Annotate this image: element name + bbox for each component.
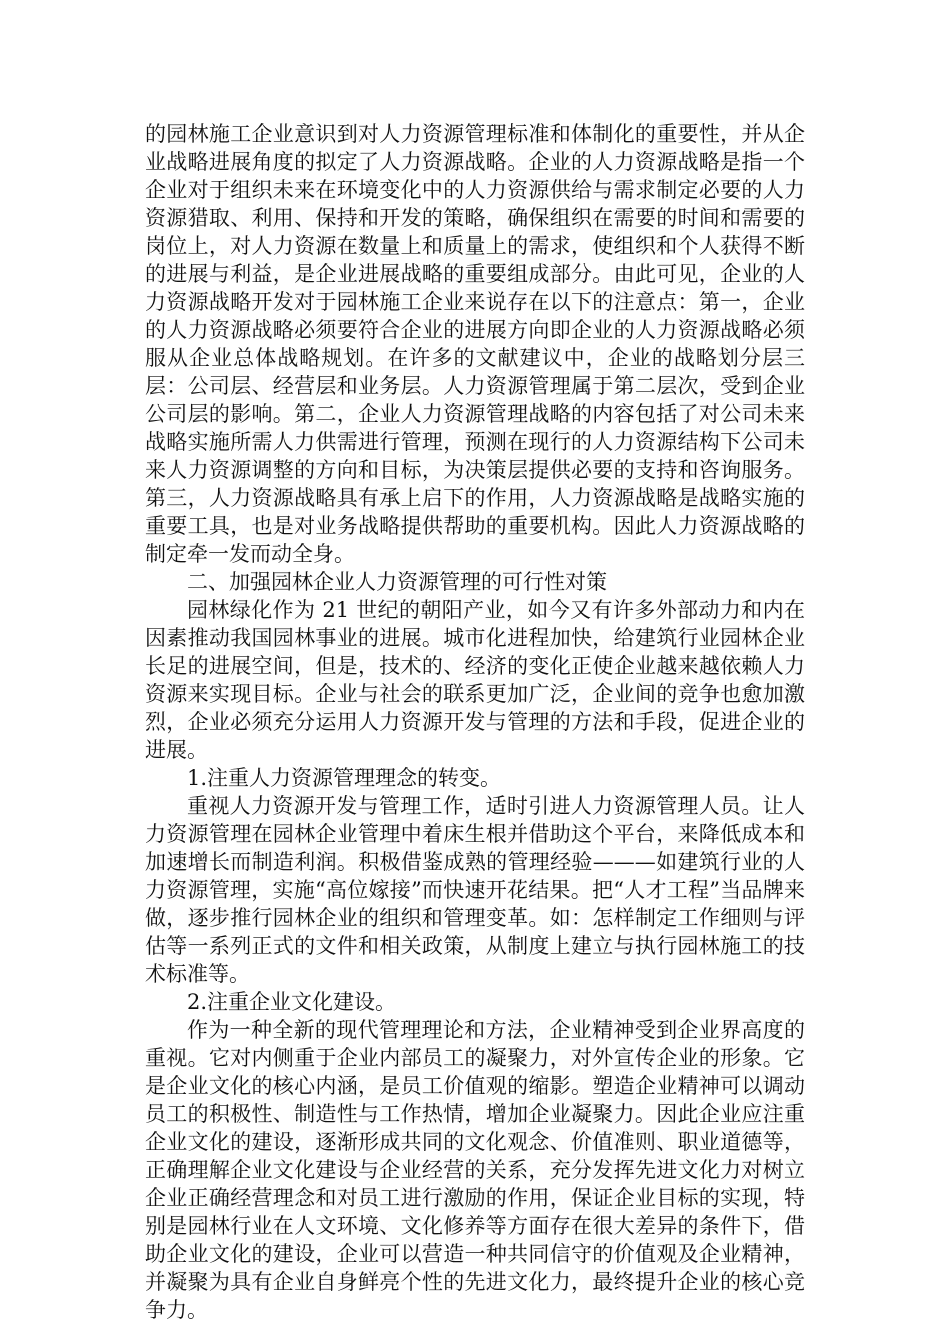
paragraph-hr-strategy-continuation: 的园林施工企业意识到对人力资源管理标准和体制化的重要性，并从企业战略进展角度的拟定了人力资源战略。企业的人力资源战略是指一个企业对于组织未来在环境变化中的人力资源供给与需求制定必要的人力资源猎取、利用、保持和开发的策略，确保组织在需要的时间和需要的岗位上，对人力资源在数量上和质量上的需求，使组织和个人获得不断的进展与利益，是企业进展战略的重要组成部分。由此可见，企业的人力资源战略开发对于园林施工企业来说存在以下的注意点：第一，企业的人力资源战略必须要符合企业的进展方向即企业的人力资源战略必须服从企业总体战略规划。在许多的文献建议中，企业的战略划分层三层：公司层、经营层和业务层。人力资源管理属于第二层次，受到企业公司层的影响。第二，企业人力资源管理战略的内容包括了对公司未来战略实施所需人力供需进行管理，预测在现行的人力资源结构下公司未来人力资源调整的方向和目标，为决策层提供必要的支持和咨询服务。第三，人力资源战略具有承上启下的作用，人力资源战略是战略实施的重要工具，也是对业务战略提供帮助的重要机构。因此人力资源战略的制定牵一发而动全身。 — [145, 122, 805, 566]
subheading-corporate-culture: 2.注重企业文化建设。 — [187, 990, 397, 1014]
paragraph-landscaping-industry: 园林绿化作为 21 世纪的朝阳产业，如今又有许多外部动力和内在因素推动我国园林事业的进展。城市化进程加快，给建筑行业园林企业长足的进展空间，但是，技术的、经济的变化正使企业越来越依赖人力资源来实现目标。企业与社会的联系更加广泛，企业间的竞争也愈加激烈，企业必须充分运用人力资源开发与管理的方法和手段，促进企业的进展。 — [145, 598, 805, 762]
paragraph-management-concept: 重视人力资源开发与管理工作，适时引进人力资源管理人员。让人力资源管理在园林企业管理中着床生根并借助这个平台，来降低成本和加速增长而制造利润。积极借鉴成熟的管理经验———如建筑行业的人力资源管理，实施“高位嫁接”而快速开花结果。把“人才工程”当品牌来做，逐步推行园林企业的组织和管理变革。如：怎样制定工作细则与评估等一系列正式的文件和相关政策，从制度上建立与执行园林施工的技术标准等。 — [145, 794, 805, 986]
document-page — [145, 120, 805, 1324]
section-heading-feasibility-measures: 二、加强园林企业人力资源管理的可行性对策 — [187, 570, 607, 594]
subheading-management-concept: 1.注重人力资源管理理念的转变。 — [187, 766, 502, 790]
paragraph-corporate-culture: 作为一种全新的现代管理理论和方法，企业精神受到企业界高度的重视。它对内侧重于企业内部员工的凝聚力，对外宣传企业的形象。它是企业文化的核心内涵，是员工价值观的缩影。塑造企业精神可以调动员工的积极性、制造性与工作热情，增加企业凝聚力。因此企业应注重企业文化的建设，逐渐形成共同的文化观念、价值准则、职业道德等，正确理解企业文化建设与企业经营的关系，充分发挥先进文化力对树立企业正确经营理念和对员工进行激励的作用，保证企业目标的实现，特别是园林行业在人文环境、文化修养等方面存在很大差异的条件下，借助企业文化的建设，企业可以营造一种共同信守的价值观及企业精神，并凝聚为具有企业自身鲜亮个性的先进文化力，最终提升企业的核心竞争力。 — [145, 1018, 805, 1322]
